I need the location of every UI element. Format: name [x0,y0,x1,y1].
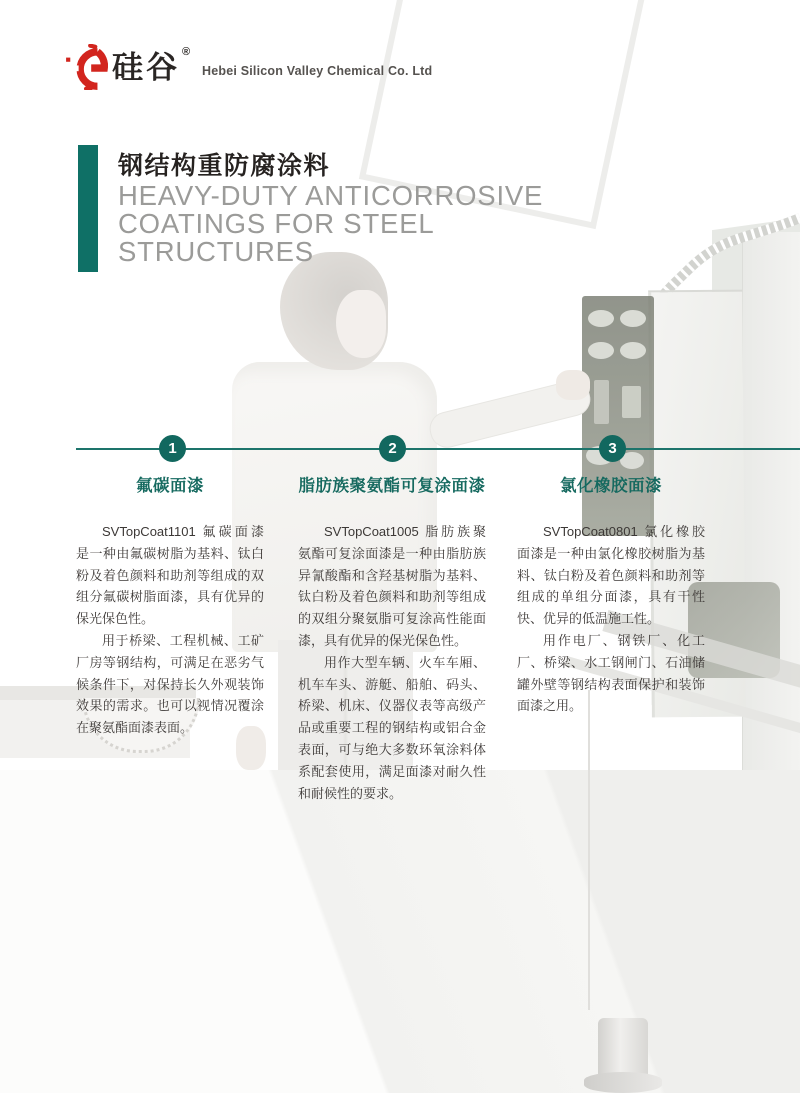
page-title-en-line: COATINGS FOR STEEL [118,208,435,239]
product-paragraph: 用作大型车辆、火车车厢、机车车头、游艇、船舶、码头、桥梁、机床、仪器仪表等高级产品或重要工程的钢结构或铝合金表面，可与绝大多数环氧涂料体系配套使用，满足面漆对耐久性和耐候性的要求。 [298,654,486,801]
product-column-polyurethane [298,472,486,804]
step-number-badge-2: 2 [379,435,406,462]
product-heading: 氟碳面漆 [136,477,204,495]
product-paragraph: 用于桥梁、工程机械、工矿厂房等钢结构，可满足在恶劣气候条件下，对保持长久外观装饰效果的需求。也可以视情况覆涂在聚氨酯面漆表面。 [76,632,264,736]
product-column-fluorocarbon [76,472,264,739]
product-paragraph: 用作电厂、钢铁厂、化工厂、桥梁、水工钢闸门、石油储罐外壁等钢结构表面保护和装饰面漆之用。 [517,632,705,714]
product-heading: 氯化橡胶面漆 [560,477,662,495]
title-accent-bar [78,145,98,272]
company-logo-icon [66,44,108,90]
logo-text: 硅谷 [112,50,180,85]
product-column-chlorinated-rubber [517,472,705,717]
company-name: Hebei Silicon Valley Chemical Co. Ltd [202,64,433,78]
registered-trademark-mark: ® [182,46,191,58]
page-title-zh: 钢结构重防腐涂料 [118,152,331,180]
step-number-badge-3: 3 [599,435,626,462]
product-paragraph: SVTopCoat1101 氟碳面漆是一种由氟碳树脂为基料、钛白粉及着色颜料和助剂等组成的双组分氟碳树脂面漆，具有优异的保光保色性。 [76,524,264,627]
page-title-en [118,182,543,266]
product-heading: 脂肪族聚氨酯可复涂面漆 [298,477,486,495]
product-paragraph: SVTopCoat0801 氯化橡胶面漆是一种由氯化橡胶树脂为基料、钛白粉及着色颜料和助剂等组成的单组分面漆，具有干性快、优异的低温施工性。 [517,524,705,627]
page-title-en-line: HEAVY-DUTY ANTICORROSIVE [118,180,544,211]
product-paragraph: SVTopCoat1005 脂肪族聚氨酯可复涂面漆是一种由脂肪族异氰酸酯和含羟基树脂为基料、钛白粉及着色颜料和助剂等组成的双组分聚氨脂可复涂高性能面漆，具有优异的保光保色性。 [298,524,486,648]
step-number-badge-1: 1 [159,435,186,462]
page-title-en-line: STRUCTURES [118,236,314,267]
